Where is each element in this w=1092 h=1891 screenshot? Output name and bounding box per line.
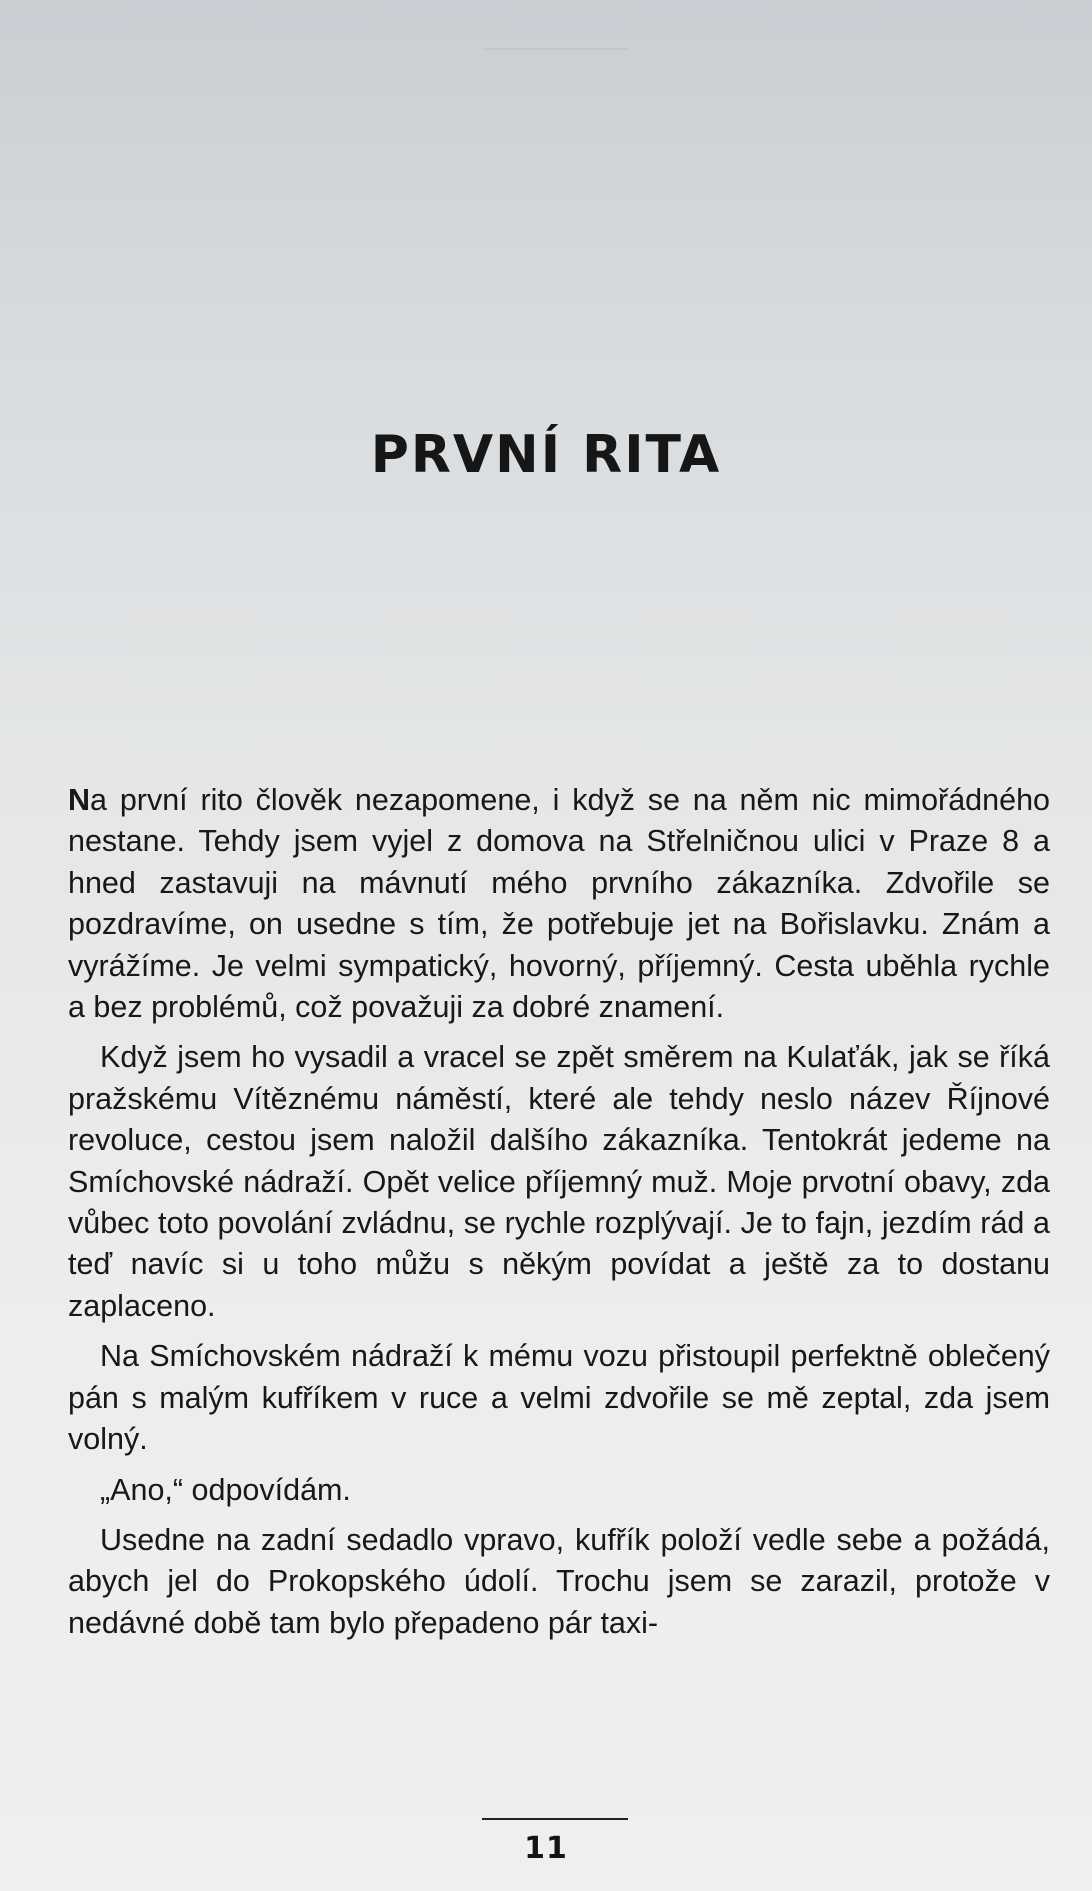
chapter-body [68, 780, 1050, 1653]
page-number: 11 [524, 1831, 568, 1866]
paragraph-1 [68, 780, 1050, 1028]
paragraph-4: „Ano,“ odpovídám. [100, 1472, 351, 1507]
show-through-rule [482, 48, 628, 50]
paragraph-1-text: a první rito člověk nezapomene, i když se na něm nic mimořádného nestane. Tehdy jsem vyjel z domova na Střelničnou ulici v Praze 8 a hned zastavuji na mávnutí mého prvního zákazníka. Zdvořile se pozdravíme, on usedne s tím, že potřebuje jet na Bořislavku. Znám a vyrážíme. Je velmi sympatický, hovorný, příjemný. Cesta uběhla rychle a bez problémů, což považuji za dobré znamení. [68, 783, 1050, 1025]
chapter-title: PRVNÍ RITA [370, 425, 722, 485]
paragraph-3: Na Smíchovském nádraží k mému vozu přistoupil perfektně oblečený pán s malým kufříkem v ruce a velmi zdvořile se mě zeptal, zda jsem volný. [68, 1339, 1050, 1457]
drop-cap: N [68, 783, 91, 817]
paragraph-2: Když jsem ho vysadil a vracel se zpět směrem na Kulaťák, jak se říká pražskému Vítěznému náměstí, které ale tehdy neslo název Říjnové revoluce, cestou jsem naložil dalšího zákazníka. Tentokrát jedeme na Smíchovské nádraží. Opět velice příjemný muž. Moje prvotní obavy, zda vůbec toto povolání zvládnu, se rychle rozplývají. Je to fajn, jezdím rád a teď navíc si u toho můžu s někým povídat a ještě za to dostanu zaplaceno. [68, 1040, 1050, 1323]
paragraph-5: Usedne na zadní sedadlo vpravo, kufřík položí vedle sebe a požádá, abych jel do Prokopského údolí. Trochu jsem se zarazil, protože v nedávné době tam bylo přepadeno pár taxi- [68, 1522, 1050, 1640]
footer-rule [482, 1818, 628, 1820]
